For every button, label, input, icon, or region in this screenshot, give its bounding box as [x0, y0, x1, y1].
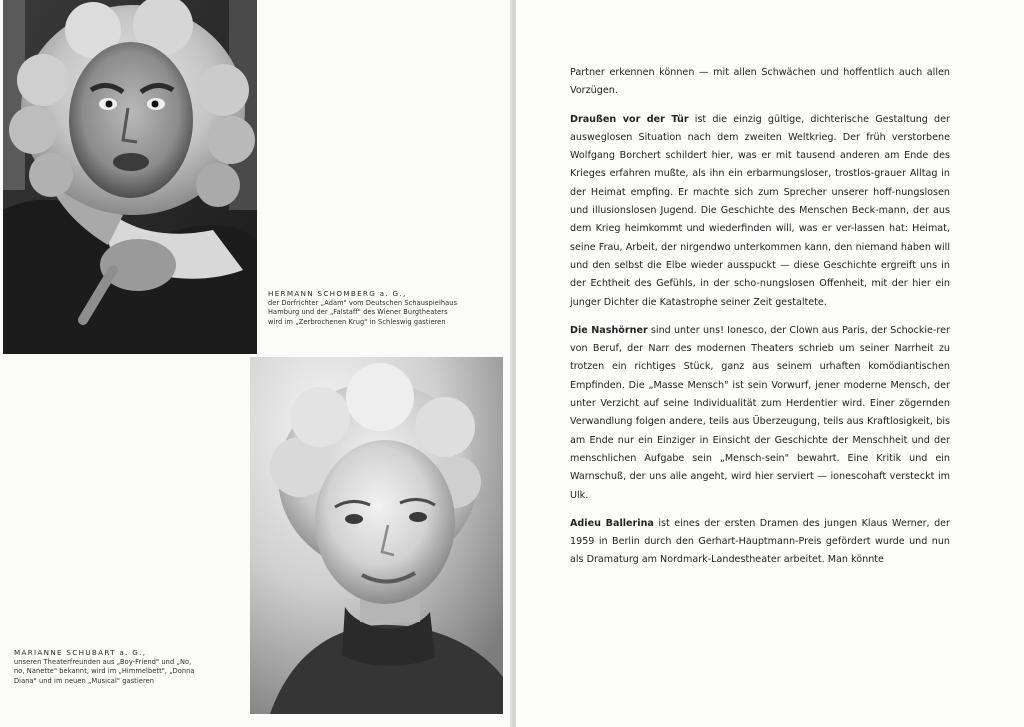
caption-line: Hamburg und der „Falstaff" des Wiener Burgtheaters [268, 308, 448, 317]
caption-line: unseren Theaterfreunden aus „Boy-Friend" und „No, [14, 657, 192, 666]
caption-name: HERMANN SCHOMBERG a. G., [268, 289, 407, 298]
caption-line: der Dorfrichter „Adam" vom Deutschen Schauspielhaus [268, 298, 458, 307]
photo-marianne-schubart [250, 357, 503, 714]
play-title-ballerina: Adieu Ballerina [570, 517, 654, 529]
paragraph-body: ist die einzig gültige, dichterische Gestaltung der ausweglosen Situation nach dem zweiten Weltkrieg. Der früh verstorbene Wolfgang Borchert schildert hier, was er mit tausend anderen am Ende des Krieges erfahren mußte, als ihn ein erbarmungsloser, trostlos-grauer Alltag in der Heimat empfing. Er machte sich zum Sprecher unserer hoff-nungslosen und illusionslosen Jugend. Die Geschichte des Menschen Beck-mann, der aus dem Krieg heimkommt und wiederfinden will, was er ver-lassen hat: Heimat, seine Frau, Arbeit, der nirgendwo unterkommen kann, den niemand haben will und den selbst die Elbe wieder ausspuckt — diese Geschichte ergreift uns in der Echtheit des Gefühls, in der scho-nungslosen Offenheit, mit der hier ein junger Dichter die Katastrophe seiner Zeit gestaltete. [570, 113, 950, 308]
play-title-nashoerner: Die Nashörner [570, 324, 648, 336]
caption-name: MARIANNE SCHUBART a. G., [14, 648, 147, 657]
paragraph-ballerina [570, 515, 950, 570]
caption-marianne-schubart [14, 648, 242, 686]
caption-line: wird im „Zerbrochenen Krug" in Schleswig gastieren [268, 317, 446, 326]
caption-line: no, Nanette" bekannt, wird im „Himmelbett", „Donna [14, 667, 195, 676]
paragraph-body: ist eines der ersten Dramen des jungen Klaus Werner, der 1959 in Berlin durch den Gerhart-Hauptmann-Preis gefördert wurde und nun als Dramaturg am Nordmark-Landestheater arbeitet. Man könnte [570, 517, 951, 566]
paragraph-nashoerner [570, 322, 950, 505]
paragraph-body: sind unter uns! Ionesco, der Clown aus Paris, der Schockie-rer von Beruf, der Narr des modernen Theaters schrieb um seiner Narrheit zu trotzen ein richtiges Stück, ganz aus seinem urhaften komödiantischen Empfinden. Die „Masse Mensch" ist sein Vorwurf, jener moderne Mensch, der unter Verzicht auf seine Individualität zum Herdentier wird. Einer zögernden Verwandlung folgen andere, teils aus Überzeugung, teils aus Kraftlosigkeit, bis am Ende nur ein Einziger in Einsicht der Geschichte der Menschheit und der menschlichen Aufgabe sein „Mensch-sein" bewahrt. Eine Kritik und ein Warnschuß, der uns alle angeht, wird hier serviert — ionescohaft versteckt im Ulk. [570, 324, 950, 501]
photo-hermann-schomberg [3, 0, 257, 354]
article-text [570, 64, 950, 580]
paragraph-draussen [570, 111, 950, 312]
paragraph-intro: Partner erkennen können — mit allen Schwächen und hoffentlich auch allen Vorzügen. [570, 67, 950, 97]
caption-hermann-schomberg [268, 289, 506, 327]
play-title-draussen: Draußen vor der Tür [570, 113, 689, 125]
caption-line: Diana" und im neuen „Musical" gastieren [14, 676, 155, 685]
